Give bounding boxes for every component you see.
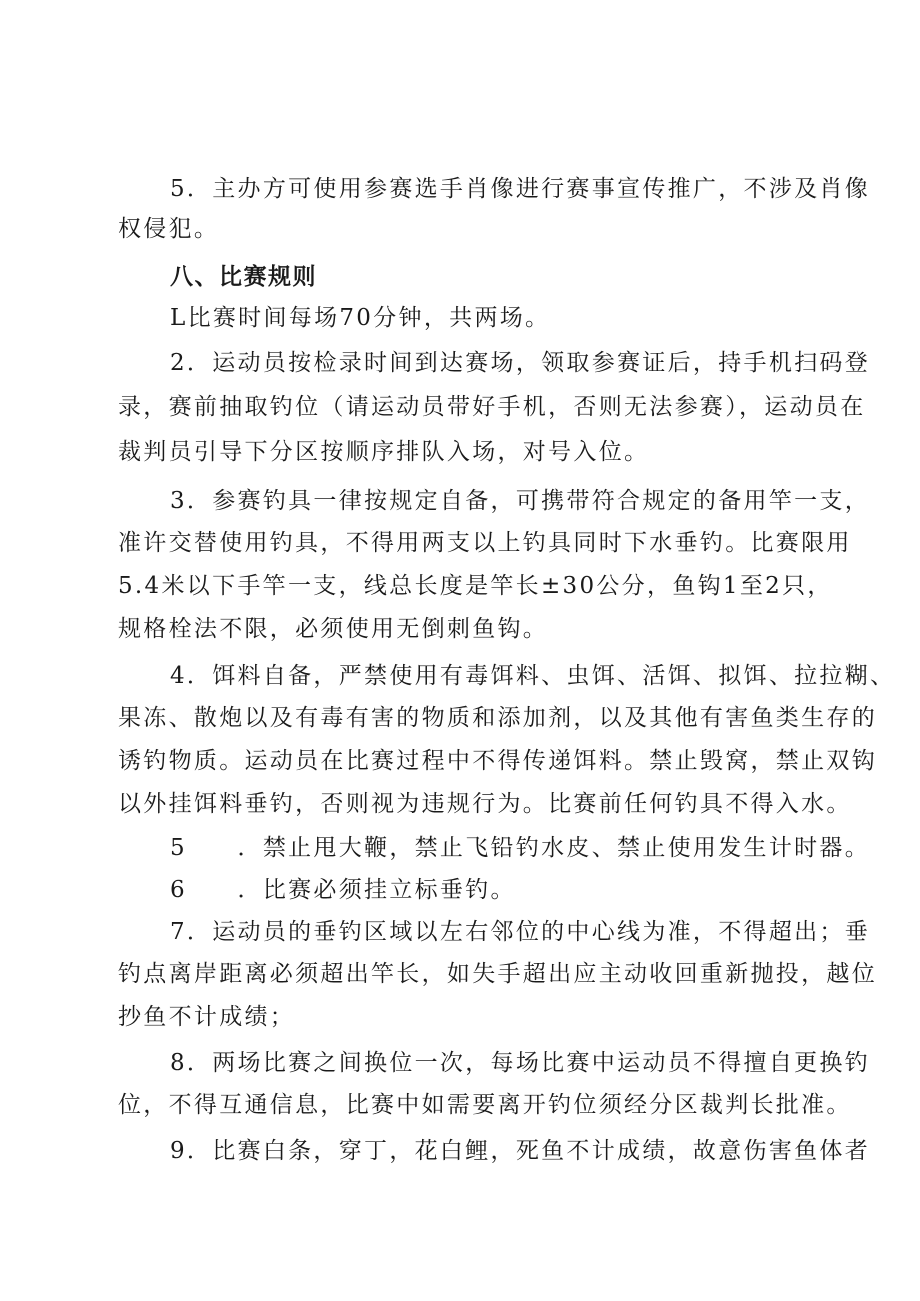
text-line: 5.4米以下手竿一支，线总长度是竿长±30公分，鱼钩1至2只， [118, 573, 833, 599]
text-line: 抄鱼不计成绩； [118, 1004, 296, 1030]
text-line: 6 ．比赛必须挂立标垂钓。 [170, 877, 516, 903]
text-line: 9．比赛白条，穿丁，花白鲤，死鱼不计成绩，故意伤害鱼体者 [170, 1138, 871, 1164]
text-line: 诱钓物质。运动员在比赛过程中不得传递饵料。禁止毁窝，禁止双钩 [118, 748, 877, 774]
text-line: 3．参赛钓具一律按规定自备，可携带符合规定的备用竿一支， [170, 488, 871, 514]
text-line: 5 ．禁止甩大鞭，禁止飞铅钓水皮、禁止使用发生计时器。 [170, 835, 871, 861]
text-line: 以外挂饵料垂钓，否则视为违规行为。比赛前任何钓具不得入水。 [118, 791, 852, 817]
text-line: 7．运动员的垂钓区域以左右邻位的中心线为准，不得超出；垂 [170, 919, 871, 945]
text-line: 2．运动员按检录时间到达赛场，领取参赛证后，持手机扫码登 [170, 350, 871, 376]
text-line: 规格栓法不限，必须使用无倒刺鱼钩。 [118, 616, 549, 642]
text-line: 钓点离岸距离必须超出竿长，如失手超出应主动收回重新抛投，越位 [118, 961, 877, 987]
text-line: 位，不得互通信息，比赛中如需要离开钓位须经分区裁判长批准。 [118, 1092, 852, 1118]
text-line: 4．饵料自备，严禁使用有毒饵料、虫饵、活饵、拟饵、拉拉糊、 [170, 663, 896, 689]
text-line: 8．两场比赛之间换位一次，每场比赛中运动员不得擅自更换钓 [170, 1050, 871, 1076]
text-line: 裁判员引导下分区按顺序排队入场，对号入位。 [118, 439, 650, 465]
text-line: 5．主办方可使用参赛选手肖像进行赛事宣传推广，不涉及肖像 [170, 176, 871, 202]
text-line: 果冻、散炮以及有毒有害的物质和添加剂，以及其他有害鱼类生存的 [118, 705, 877, 731]
text-line: 准许交替使用钓具，不得用两支以上钓具同时下水垂钓。比赛限用 [118, 530, 852, 556]
text-line: L比赛时间每场70分钟，共两场。 [170, 305, 551, 331]
section-heading: 八、比赛规则 [170, 264, 317, 290]
text-line: 录，赛前抽取钓位（请运动员带好手机，否则无法参赛），运动员在 [118, 394, 866, 420]
text-line: 权侵犯。 [118, 216, 220, 242]
